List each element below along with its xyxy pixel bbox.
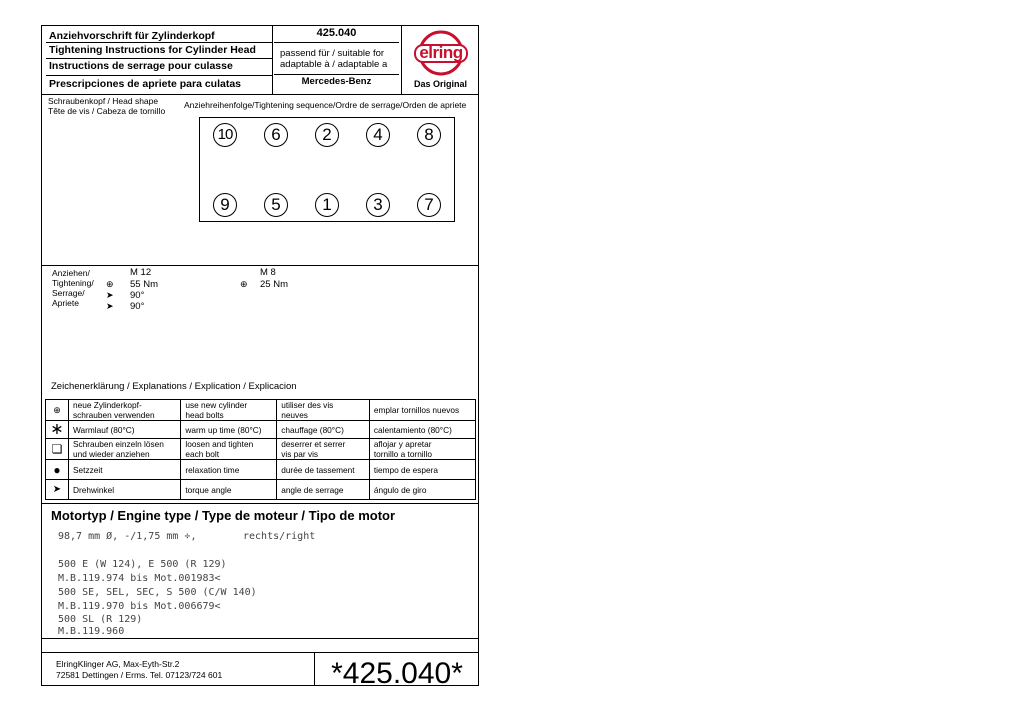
m12-step-torque: 55 Nm <box>130 279 158 290</box>
legend-cell-en: relaxation time <box>181 460 277 480</box>
company-contact: 72581 Dettingen / Erms. Tel. 07123/724 601 <box>56 670 223 680</box>
legend-cell-es: tiempo de espera <box>369 460 475 480</box>
arrow-icon: ➤ <box>106 290 114 300</box>
barcode-number: *425.040* <box>331 657 463 690</box>
title-rule <box>46 42 272 43</box>
legend-row <box>46 400 476 421</box>
m12-step-angle: 90° <box>130 301 145 312</box>
square-icon: ❏ <box>46 439 69 460</box>
section-rule <box>41 265 479 266</box>
new-bolts-icon: ⊕ <box>46 400 69 421</box>
bolt-position: 3 <box>366 193 390 217</box>
legend-cell-fr: durée de tassement <box>277 460 370 480</box>
legend-cell-en: loosen and tighten each bolt <box>181 439 277 460</box>
tightening-label: Anziehen/ <box>52 268 90 278</box>
legend-cell-en: warm up time (80°C) <box>181 421 277 439</box>
logo-tagline: Das Original <box>413 79 467 89</box>
m8-step-torque: 25 Nm <box>260 279 288 290</box>
sequence-label: Anziehreihenfolge/Tightening sequence/Ordre de serrage/Orden de apriete <box>184 100 467 110</box>
legend-cell-fr: angle de serrage <box>277 480 370 500</box>
legend-row <box>46 460 476 480</box>
header-bottom-rule <box>41 94 479 95</box>
legend-cell-fr: utiliser des vis neuves <box>277 400 370 421</box>
title-fr: Instructions de serrage pour culasse <box>49 60 233 72</box>
legend-cell-fr: deserrer et serrer vis par vis <box>277 439 370 460</box>
legend-cell-de: neue Zylinderkopf- schrauben verwenden <box>69 400 181 421</box>
tightening-label: Apriete <box>52 298 79 308</box>
legend-table <box>45 399 476 500</box>
head-shape-label-fr-es: Tête de vis / Cabeza de tornillo <box>48 106 166 116</box>
bolt-position: 7 <box>417 193 441 217</box>
bolt-position: 6 <box>264 123 288 147</box>
title-rule <box>46 58 272 59</box>
bolt-position: 5 <box>264 193 288 217</box>
bolt-position: 1 <box>315 193 339 217</box>
asterisk-icon: ∗ <box>46 421 69 439</box>
head-shape-label: Schraubenkopf / Head shape <box>48 96 159 106</box>
title-en: Tightening Instructions for Cylinder Head <box>49 44 256 56</box>
engine-line: 500 E (W 124), E 500 (R 129) <box>58 559 227 570</box>
new-bolts-icon: ⊕ <box>106 279 114 289</box>
engine-line: 500 SE, SEL, SEC, S 500 (C/W 140) <box>58 587 257 598</box>
tightening-label: Tightening/ <box>52 278 94 288</box>
m8-heading: M 8 <box>260 267 276 278</box>
bolt-position: 2 <box>315 123 339 147</box>
elring-logo <box>412 30 470 76</box>
legend-cell-es: ángulo de giro <box>369 480 475 500</box>
title-rule <box>274 42 399 43</box>
vehicle-make: Mercedes-Benz <box>301 76 372 87</box>
section-rule <box>41 503 479 504</box>
tightening-label: Serrage/ <box>52 288 85 298</box>
engine-line: M.B.119.970 bis Mot.006679< <box>58 601 221 612</box>
arrow-icon: ➤ <box>106 301 114 311</box>
suitable-line-2: adaptable à / adaptable a <box>280 59 388 70</box>
logo-wordmark: elring <box>419 43 463 62</box>
legend-cell-es: calentamiento (80°C) <box>369 421 475 439</box>
legend-row <box>46 439 476 460</box>
dot-icon: ● <box>46 460 69 480</box>
bolt-position: 4 <box>366 123 390 147</box>
legend-cell-de: Setzzeit <box>69 460 181 480</box>
engine-direction: rechts/right <box>243 531 316 542</box>
bolt-position: 10 <box>213 123 237 147</box>
header-divider <box>401 25 402 95</box>
title-rule <box>46 75 272 76</box>
m12-step-angle: 90° <box>130 290 145 301</box>
arrow-icon: ➤ <box>46 480 69 500</box>
engine-type-title: Motortyp / Engine type / Type de moteur / Tipo de motor <box>51 508 396 523</box>
bolt-position: 9 <box>213 193 237 217</box>
company-address: ElringKlinger AG, Max-Eyth-Str.2 <box>56 659 180 669</box>
legend-cell-de: Warmlauf (80°C) <box>69 421 181 439</box>
legend-cell-de: Drehwinkel <box>69 480 181 500</box>
header-divider <box>272 25 273 95</box>
engine-line: M.B.119.974 bis Mot.001983< <box>58 573 221 584</box>
title-de: Anziehvorschrift für Zylinderkopf <box>49 30 215 42</box>
section-rule <box>41 638 479 639</box>
legend-cell-de: Schrauben einzeln lösen und wieder anziehen <box>69 439 181 460</box>
title-rule <box>274 74 399 75</box>
engine-line: M.B.119.960 <box>58 626 125 637</box>
legend-cell-fr: chauffage (80°C) <box>277 421 370 439</box>
m12-heading: M 12 <box>130 267 152 278</box>
footer-divider <box>314 652 315 686</box>
legend-cell-es: aflojar y apretar tornillo a tornillo <box>369 439 475 460</box>
legend-title: Zeichenerklärung / Explanations / Explication / Explicacion <box>51 381 297 392</box>
suitable-line-1: passend für / suitable for <box>280 48 385 59</box>
title-es: Prescripciones de apriete para culatas <box>49 78 242 90</box>
legend-row <box>46 421 476 439</box>
legend-row <box>46 480 476 500</box>
legend-cell-en: use new cylinder head bolts <box>181 400 277 421</box>
engine-dimensions: 98,7 mm Ø, -/1,75 mm ÷, <box>58 531 197 542</box>
part-number: 425.040 <box>316 27 357 39</box>
new-bolts-icon: ⊕ <box>240 279 248 289</box>
legend-cell-es: emplar tornillos nuevos <box>369 400 475 421</box>
legend-cell-en: torque angle <box>181 480 277 500</box>
bolt-position: 8 <box>417 123 441 147</box>
engine-line: 500 SL (R 129) <box>58 614 143 625</box>
